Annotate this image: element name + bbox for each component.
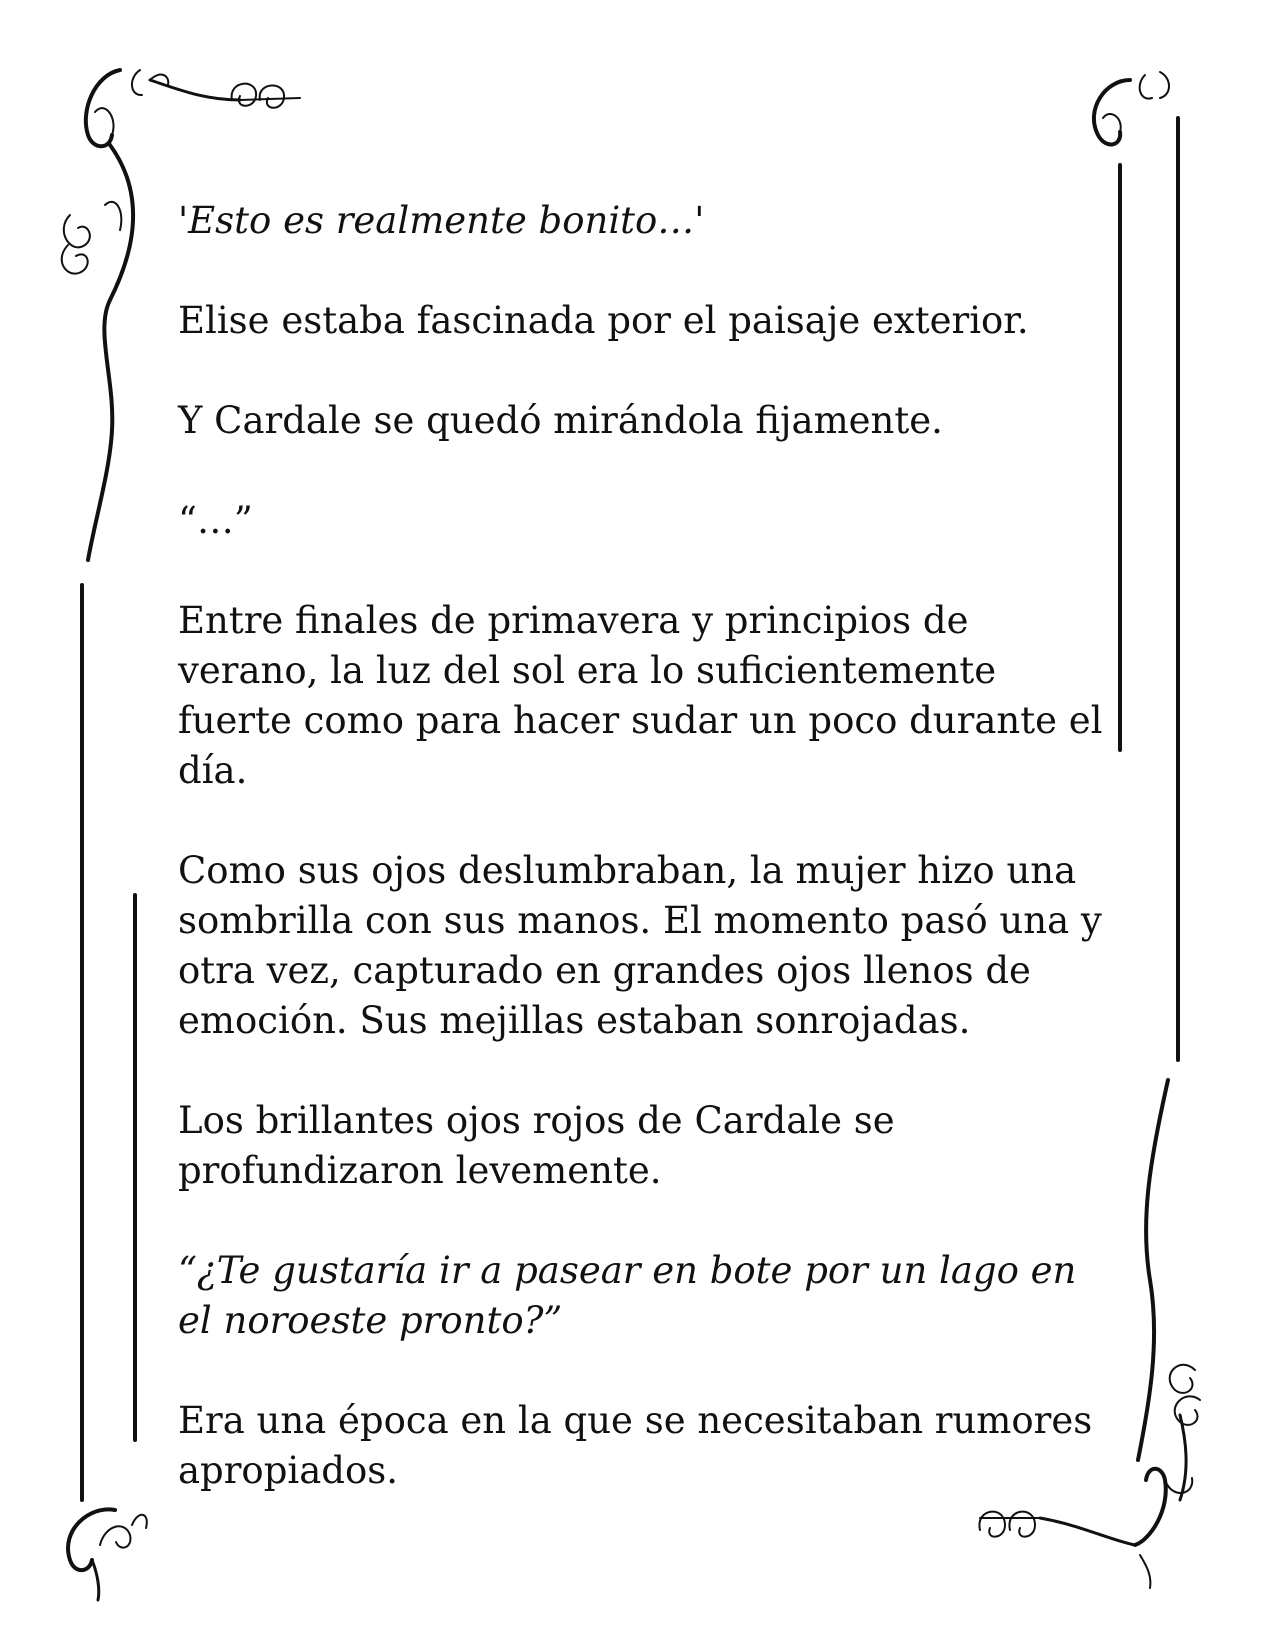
- paragraph: Y Cardale se quedó mirándola fijamente.: [178, 399, 943, 442]
- paragraph: Elise estaba fascinada por el paisaje exterior.: [178, 299, 1029, 342]
- top-right-flourish-icon: [1094, 72, 1169, 145]
- bottom-left-flourish-icon: [68, 1509, 147, 1600]
- paragraph: Los brillantes ojos rojos de Cardale se profundizaron levemente.: [178, 1099, 895, 1192]
- paragraph: Como sus ojos deslumbraban, la mujer hizo una sombrilla con sus manos. El momento pasó una y otra vez, capturado en grandes ojos llenos de emoción. Sus mejillas estaban sonrojadas.: [178, 849, 1102, 1042]
- paragraph: Era una época en la que se necesitaban rumores apropiados.: [178, 1399, 1093, 1492]
- paragraph-inner-thought: 'Esto es realmente bonito…': [178, 199, 705, 242]
- right-wavy-line: [1138, 1080, 1168, 1460]
- right-curls-icon: [1170, 1365, 1200, 1500]
- paragraph-dialogue: “¿Te gustaría ir a pasear en bote por un lago en el noroeste pronto?”: [178, 1249, 1077, 1342]
- paragraph: Entre finales de primavera y principios de verano, la luz del sol era lo suficientemente fuerte como para hacer sudar un poco durante el día.: [178, 599, 1103, 792]
- paragraph-ellipsis-dialogue: “…”: [178, 499, 253, 542]
- story-text: [178, 196, 1108, 1496]
